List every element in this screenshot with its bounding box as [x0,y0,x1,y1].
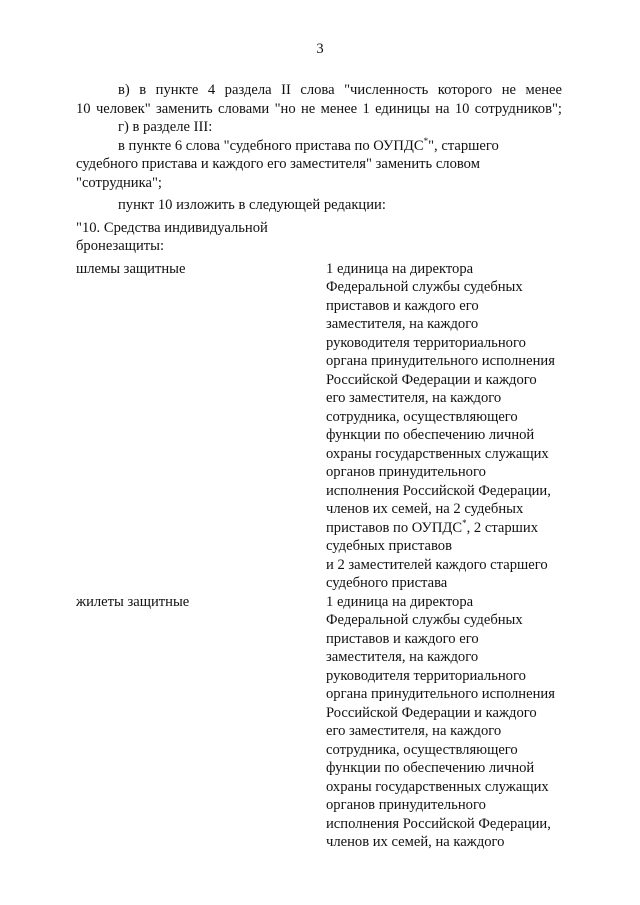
section-heading: "10. Средства индивидуальной бронезащиты: [76,219,268,254]
item-description: 1 единица на директора Федеральной службы судебных приставов и каждого его заместителя, на каждого руководителя территориального органа принудительного исполнения Российской Федерации и каждого его заместителя, на каждого сотрудника, осуществляющего функции по обеспечению личной охраны государственных служащих органов принудительного исполнения Российской Федерации, членов их семей, на каждого [326,593,555,850]
paragraph-point-10: пункт 10 изложить в следующей редакции: [118,197,386,213]
list-item [76,593,562,852]
paragraph-point-6-line-2: судебного пристава и каждого его заместителя" заменить словом [76,156,480,172]
paragraph-v [76,81,562,118]
footnote-marker: * [462,517,467,528]
item-label: шлемы защитные [76,260,186,277]
paragraph-point-6-line-3: "сотрудника"; [76,174,162,191]
list-item [76,260,562,593]
item-description: 1 единица на директора Федеральной службы судебных приставов и каждого его заместителя, на каждого руководителя территориального органа принудительного исполнения Российской Федерации и каждого его заместителя, на каждого сотрудника, осуществляющего функции по обеспечению личной охраны государственных служащих органов принудительного исполнения Российской Федерации, членов их семей, на 2 судебных приставов по ОУПДС*, 2 старших судебных приставов и 2 заместителей каждого старшего судебного пристава [326,260,555,591]
items-list [76,260,562,852]
paragraph-v-line-2: 10 человек" заменить словами "но не менее 1 единицы на 10 сотрудников"; [76,100,562,117]
paragraph-v-line-1: в) в пункте 4 раздела II слова "численность которого не менее [118,82,562,98]
paragraph-point-6 [76,137,562,193]
paragraph-point-6-line-1: в пункте 6 слова "судебного пристава по ОУПДС*", старшего [118,135,499,154]
paragraph-g: г) в разделе III: [118,119,213,135]
page-number: 3 [316,41,324,57]
item-label: жилеты защитные [76,593,190,610]
document-body [76,81,562,852]
